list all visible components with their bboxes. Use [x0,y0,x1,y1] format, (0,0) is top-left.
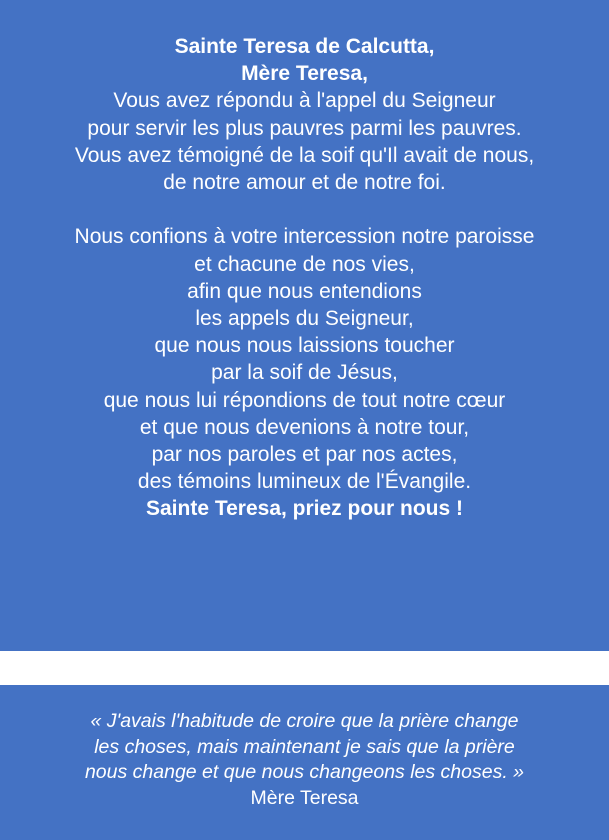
prayer-title-line: Sainte Teresa de Calcutta, [174,35,435,58]
prayer-line: et chacune de nos vies, [194,252,415,276]
quote-line: nous change et que nous changeons les choses. » [84,761,525,783]
prayer-line: Nous confions à votre intercession notre paroisse [74,225,535,249]
prayer-line: et que nous devenions à notre tour, [139,415,470,439]
prayer-line: pour servir les plus pauvres parmi les pauvres. [87,116,522,140]
prayer-line: les appels du Seigneur, [195,307,414,331]
prayer-closing: Sainte Teresa, priez pour nous ! [145,497,463,521]
prayer-line: Vous avez répondu à l'appel du Seigneur [113,89,496,113]
prayer-line: afin que nous entendions [187,279,422,303]
stanza-spacer [0,196,609,223]
prayer-line: de notre amour et de notre foi. [163,171,446,195]
quote-author: Mère Teresa [250,786,359,809]
prayer-line: par nos paroles et par nos actes, [151,443,458,467]
quote-line: « J'avais l'habitude de croire que la prière change [90,710,519,732]
prayer-title-line: Mère Teresa, [241,62,368,86]
prayer-line: que nous lui répondions de tout notre cœur [103,388,506,412]
quote-panel [0,685,609,840]
prayer-line: Vous avez témoigné de la soif qu'Il avait de nous, [74,143,535,167]
quote-line: les choses, mais maintenant je sais que la prière [94,735,515,758]
prayer-line: que nous nous laissions toucher [154,334,455,358]
prayer-line: par la soif de Jésus, [211,361,398,385]
prayer-line: des témoins lumineux de l'Évangile. [137,470,472,494]
